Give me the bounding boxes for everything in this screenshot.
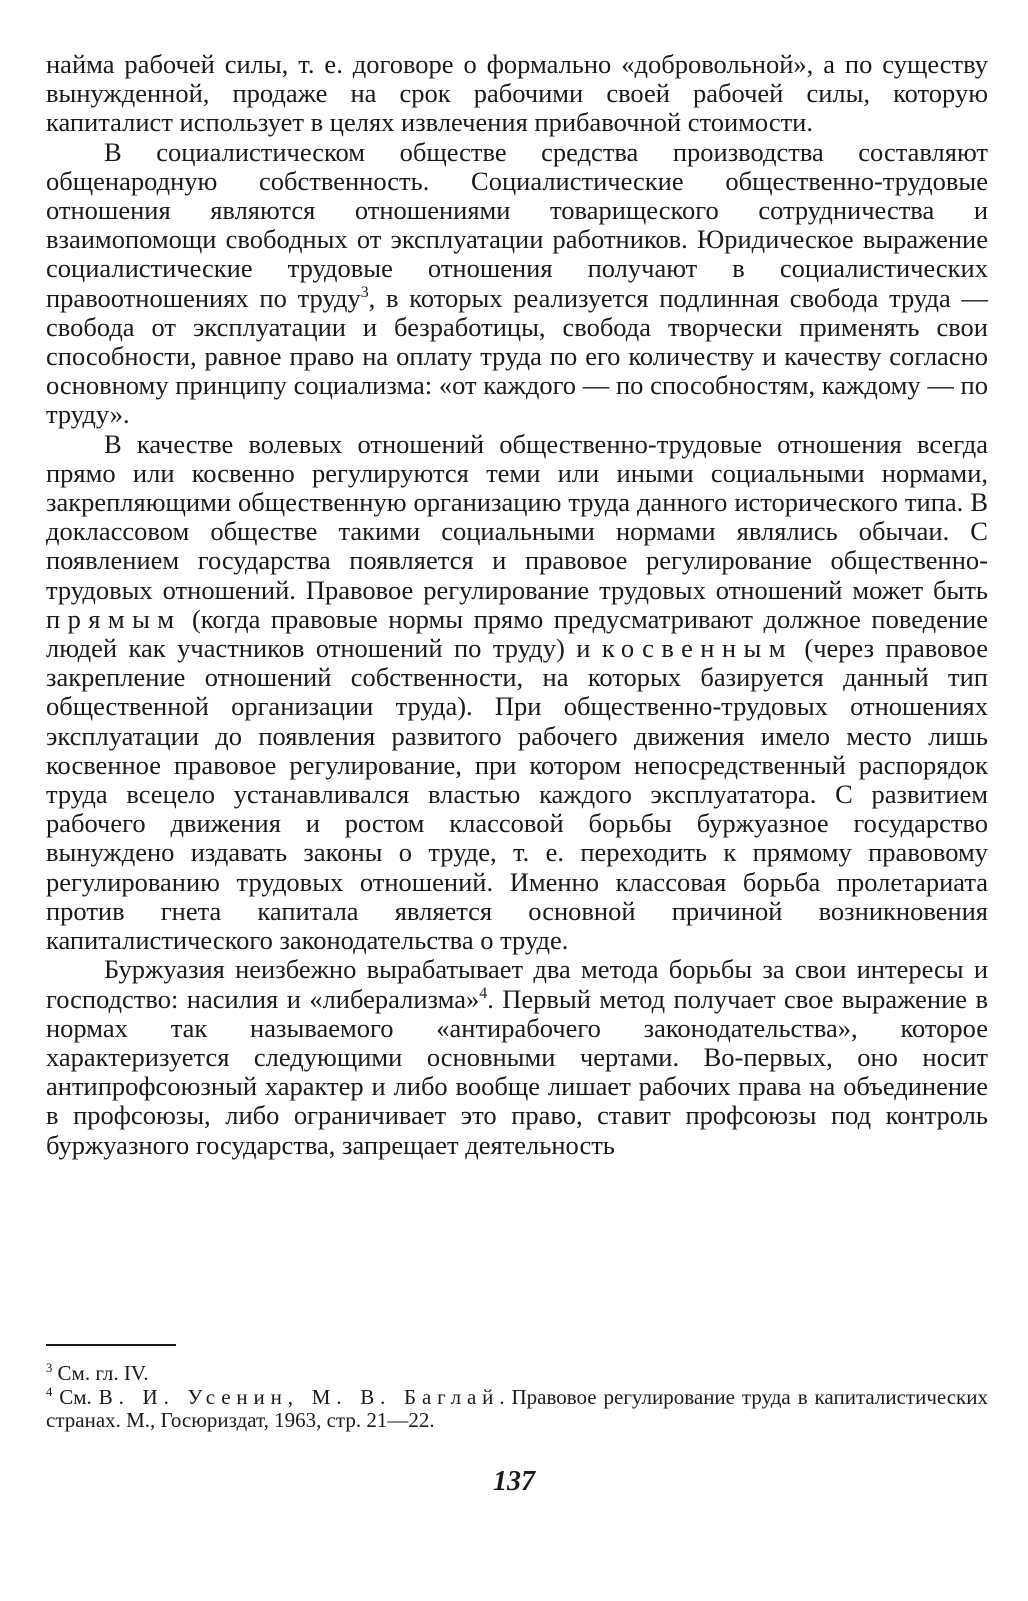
emphasized-text: прямым <box>46 603 182 634</box>
paragraph-2 <box>46 138 988 430</box>
text-run: найма рабочей силы, т. е. договоре о формально «добровольной», а по существу вынужденной, продаже на срок рабочими своей рабочей силы, которую капиталист использует в целях извлечения прибавочной стоимости. <box>46 49 988 138</box>
text-run: . Правовое регулирование труда в капиталистических странах. М., Госюриздат, 1963, стр. 21—22. <box>46 1384 988 1432</box>
text-run: См. гл. IV. <box>52 1361 149 1385</box>
emphasized-text: В. И. Усенин, М. В. Баглай <box>98 1384 500 1409</box>
paragraph-3 <box>46 430 988 956</box>
text-run: . Первый метод получает свое выражение в нормах так называемого «антирабочего законодательства», которое характеризуется следующими основными чертами. Во-первых, оно носит антипрофсоюзный характер и либо вообще лишает рабочих права на объединение в профсоюзы, либо ограничивает это право, ставит профсоюзы под контроль буржуазного государства, запрещает деятельность <box>46 983 988 1160</box>
text-run: В социалистическом обществе средства производства составляют общенародную собственность. Социалистические общественно-трудовые отношения являются отношениями товарищеского сотрудничества и взаимопомощи свободных от эксплуатации работников. Юридическое выражение социалистические трудовые отношения получают в социалистических правоотношениях по труду <box>46 136 988 313</box>
footnotes <box>46 1362 988 1433</box>
footnote-number: 3 <box>46 1361 53 1375</box>
footnote-ref: 4 <box>479 984 488 1002</box>
text-run: , в которых реализуется подлинная свобода труда — свобода от эксплуатации и безработицы, свобода творчески применять свои способности, равное право на оплату труда по его количеству и качеству согласно основному принципу социализма: «от каждого — по способностям, каждому — по труду». <box>46 282 988 430</box>
emphasized-text: косвенным <box>601 633 793 664</box>
paragraph-4 <box>46 955 988 1159</box>
page-number: 137 <box>493 1466 535 1497</box>
footnote-divider <box>46 1344 176 1346</box>
paragraph-1 <box>46 50 988 138</box>
text-run: (через правовое закрепление отношений собственности, на которых базируется данный тип общественной организации труда). При общественно-трудовых отношениях эксплуатации до появления развитого рабочего движения имело место лишь косвенное правовое регулирование, при котором непосредственный распорядок труда всецело устанавливался властью каждого эксплуататора. С развитием рабочего движения и ростом классовой борьбы буржуазное государство вынуждено издавать законы о труде, т. е. переходить к прямому правовому регулированию трудовых отношений. Именно классовая борьба пролетариата против гнета капитала является основной причиной возникновения капиталистического законодательства о труде. <box>46 633 988 956</box>
footnote-number: 4 <box>46 1384 53 1399</box>
footnote-4 <box>46 1386 988 1433</box>
footnote-3 <box>46 1362 988 1386</box>
text-run: В качестве волевых отношений общественно-трудовые отношения всегда прямо или косвенно регулируются теми или иными социальными нормами, закрепляющими общественную организацию труда данного исторического типа. В доклассовом обществе такими социальными нормами являлись обычаи. С появлением государства появляется и правовое регулирование общественно-трудовых отношений. Правовое регулирование трудовых отношений может быть <box>46 428 988 605</box>
page-body <box>46 50 988 1160</box>
text-run: Буржуазия неизбежно вырабатывает два метода борьбы за свои интересы и господство: насилия и «либерализма» <box>46 954 988 1014</box>
text-run: (когда правовые нормы прямо предусматривают должное поведение людей как участников отношений по труду) и <box>46 603 988 664</box>
text-run: См. <box>52 1384 99 1409</box>
footnote-ref: 3 <box>360 283 369 301</box>
